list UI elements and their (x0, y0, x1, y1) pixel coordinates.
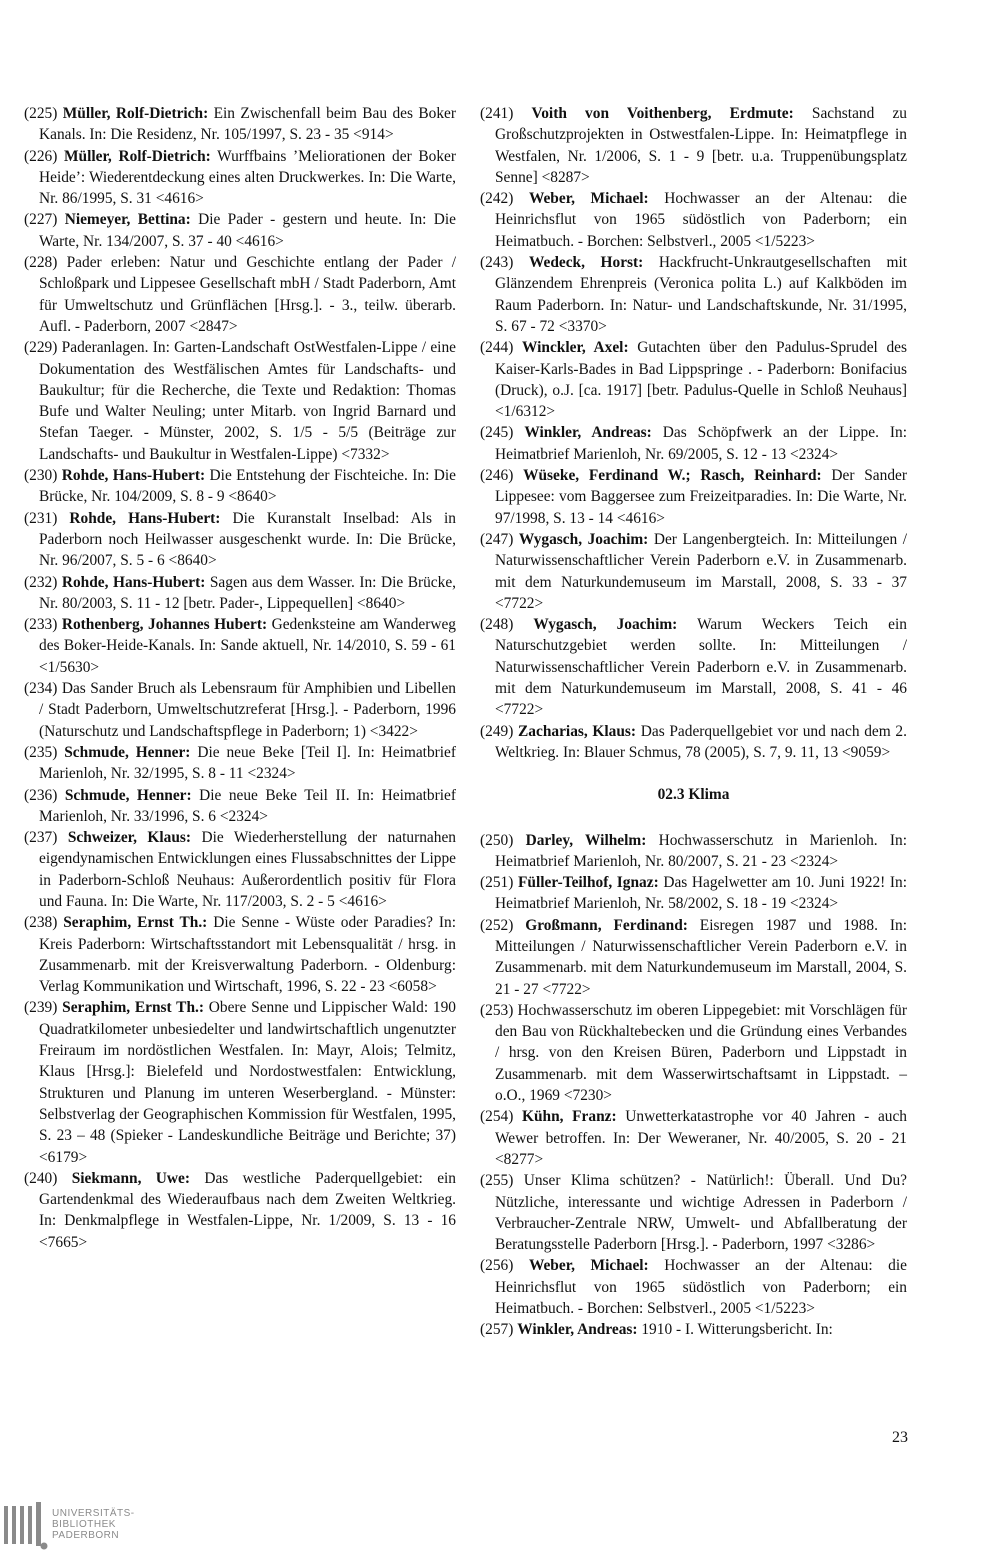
entry-number: (237) (24, 829, 58, 847)
entry-author: Winckler, Axel: (522, 339, 629, 357)
bibliography-entry (480, 1106, 907, 1170)
entry-author: Voith von Voithenberg, Erdmute: (531, 105, 794, 122)
left-column (24, 103, 456, 1253)
entry-author: Kühn, Franz: (522, 1108, 617, 1126)
bibliography-entry (480, 1255, 907, 1319)
bibliography-entry (24, 337, 456, 465)
entry-text: Warum Weckers Teich ein Naturschutzgebiet werden sollte. In: Mitteilungen / Naturwissenschaftlicher Verein Paderborn e.V. in Zusammenarb. mit dem Naturkundemuseum im Marstall, 2008, S. 41 - 46 <7722> (495, 616, 907, 719)
entry-number: (242) (480, 190, 514, 208)
entry-author: Weber, Michael: (528, 1257, 649, 1275)
entry-text: Ein Zwischenfall beim Bau des Boker Kanals. In: Die Residenz, Nr. 105/1997, S. 23 - 35 <914> (39, 105, 457, 144)
library-logo-text (52, 1508, 135, 1541)
entry-author: Wygasch, Joachim: (533, 616, 678, 634)
bibliography-entry (480, 337, 907, 422)
bibliography-entry (480, 465, 907, 529)
bibliography-entry (24, 146, 456, 210)
entry-author: Großmann, Ferdinand: (525, 916, 688, 934)
logo-line-1: UNIVERSITÄTS- (52, 1508, 135, 1519)
entry-author: Winkler, Andreas: (524, 424, 652, 442)
bibliography-entry (480, 188, 907, 252)
entry-text: Pader erleben: Natur und Geschichte entlang der Pader / Schloßpark und Lippesee Gesellschaft mbH / Stadt Paderborn, Amt für Umweltschutz und Grünflächen [Hrsg.]. - 3., teilw. überarb. Aufl. - Paderborn, 2007 <2847> (39, 254, 456, 335)
entry-author: Müller, Rolf-Dietrich: (64, 147, 211, 165)
bibliography-entry (480, 1170, 907, 1255)
entry-author: Niemeyer, Bettina: (64, 211, 191, 229)
entry-text: Die neue Beke Teil II. In: Heimatbrief Marienloh, Nr. 33/1996, S. 6 <2324> (39, 786, 456, 825)
entry-author: Wüseke, Ferdinand W.; Rasch, Reinhard: (523, 467, 822, 485)
entry-text: Die Wiederherstellung der naturnahen eigendynamischen Entwicklungen eines Flussabschnittes der Lippe in Paderborn-Schloß Neuhaus: Außerordentlich positiv für Flora und Fauna. In: Die Warte, Nr. 117/2003, S. 2 - 5 <4616> (39, 829, 456, 910)
entry-number: (239) (24, 999, 58, 1017)
entry-number: (234) (24, 680, 58, 698)
entry-number: (233) (24, 616, 58, 634)
logo-line-3: PADERBORN (52, 1530, 120, 1541)
bibliography-entry (480, 614, 907, 720)
entry-number: (249) (480, 722, 514, 740)
entry-text: Gedenksteine am Wanderweg des Boker-Heide-Kanals. In: Sande aktuell, Nr. 14/2010, S. 59 - 61 <1/5630> (39, 616, 456, 676)
entry-author: Rothenberg, Johannes Hubert: (61, 616, 268, 634)
entry-number: (254) (480, 1108, 514, 1126)
bibliography-entry (24, 572, 456, 615)
bibliography-entry (24, 252, 456, 337)
bibliography-entry (480, 1319, 907, 1340)
bibliography-entry (480, 830, 907, 873)
entry-number: (256) (480, 1257, 514, 1275)
entry-number: (241) (480, 105, 514, 122)
bibliography-entry (480, 872, 907, 915)
entry-text: Das westliche Paderquellgebiet: ein Gartendenkmal des Wiederaufbaus nach dem Zweiten Weltkrieg. In: Denkmalpflege in Westfalen-Lippe, Nr. 1/2009, S. 13 - 16 <7665> (39, 1169, 456, 1251)
entry-author: Weber, Michael: (528, 190, 649, 208)
entry-text: Die neue Beke [Teil I]. In: Heimatbrief Marienloh, Nr. 32/1995, S. 8 - 11 <2324> (39, 743, 456, 783)
entry-text: Gutachten über den Padulus-Sprudel des Kaiser-Karls-Bades in Bad Lippspringe . - Paderborn: Bonifacius (Druck), o.J. [ca. 1917] [betr. Padulus-Quelle in Schloß Neuhaus] <1/6312> (495, 339, 907, 421)
bibliography-entry (480, 529, 907, 614)
bibliography-entry (480, 422, 907, 465)
entry-text: Das Schöpfwerk an der Lippe. In: Heimatbrief Marienloh, Nr. 69/2005, S. 12 - 13 <2324> (495, 424, 907, 463)
entry-number: (246) (480, 467, 514, 485)
bibliography-entry (24, 508, 456, 572)
entry-text: Das Sander Bruch als Lebensraum für Amphibien und Libellen / Stadt Paderborn, Umweltschutzreferat [Hrsg.]. - Paderborn, 1996 (Naturschutz und Landschaftspflege in Paderborn; 1) <3422> (39, 680, 456, 740)
entry-author: Winkler, Andreas: (517, 1321, 638, 1339)
entry-number: (238) (24, 914, 58, 932)
entry-number: (247) (480, 530, 514, 548)
entry-text: Wurffbains ’Meliorationen der Boker Heide’: Wiederentdeckung eines alten Druckwerkes. In: Die Warte, Nr. 86/1995, S. 31 <4616> (39, 147, 456, 208)
entry-text: Die Kuranstalt Inselbad: Als in Paderborn noch Heilwasser ausgeschenkt wurde. In: Die Brücke, Nr. 96/2007, S. 5 - 6 <8640> (39, 509, 456, 570)
entry-text: Hochwasser an der Altenau: die Heinrichsflut von 1965 südöstlich von Paderborn; ein Heimatbuch. - Borchen: Selbstverl., 2005 <1/5223> (495, 190, 907, 250)
entry-number: (253) (480, 1001, 514, 1019)
entry-number: (250) (480, 831, 514, 849)
bibliography-entry (480, 915, 907, 1000)
entry-text: Hochwasser an der Altenau: die Heinrichsflut von 1965 südöstlich von Paderborn; ein Heimatbuch. - Borchen: Selbstverl., 2005 <1/5223> (495, 1257, 907, 1318)
entry-text: Die Pader - gestern und heute. In: Die Warte, Nr. 134/2007, S. 37 - 40 <4616> (39, 211, 456, 250)
entry-number: (240) (24, 1169, 58, 1187)
bibliography-entry (24, 742, 456, 785)
library-logo (0, 1500, 160, 1552)
right-column-bottom (480, 830, 907, 1341)
bibliography-entry (24, 103, 456, 146)
entry-text: Sachstand zu Großschutzprojekten in Ostwestfalen-Lippe. In: Heimatpflege in Westfalen, Nr. 1/2006, S. 1 - 9 [betr. u.a. Truppenübungsplatz Senne] <8287> (495, 105, 907, 186)
entry-author: Darley, Wilhelm: (525, 831, 647, 849)
entry-number: (231) (24, 509, 58, 527)
entry-number: (255) (480, 1172, 514, 1190)
entry-author: Rohde, Hans-Hubert: (61, 573, 206, 591)
entry-author: Rohde, Hans-Hubert: (69, 509, 221, 527)
entry-number: (232) (24, 573, 58, 591)
page-number: 23 (892, 1429, 908, 1446)
entry-number: (229) (24, 339, 58, 357)
right-column (480, 103, 907, 1341)
entry-number: (230) (24, 467, 58, 485)
right-column-top (480, 103, 907, 763)
entry-text: Das Paderquellgebiet vor und nach dem 2. Weltkrieg. In: Blauer Schmus, 78 (2005), S. 7, 9. 11, 13 <9059> (495, 722, 907, 761)
bibliography-entry (24, 912, 456, 997)
section-heading: 02.3 Klima (657, 786, 730, 804)
entry-author: Seraphim, Ernst Th.: (63, 914, 208, 932)
entry-number: (243) (480, 254, 514, 272)
entry-author: Schweizer, Klaus: (67, 829, 192, 847)
entry-number: (225) (24, 105, 58, 122)
bibliography-entry (24, 465, 456, 508)
entry-author: Seraphim, Ernst Th.: (62, 999, 204, 1017)
entry-number: (252) (480, 916, 514, 934)
entry-text: Das Hagelwetter am 10. Juni 1922! In: Heimatbrief Marienloh, Nr. 58/2002, S. 18 - 19 <2324> (495, 874, 907, 913)
entry-number: (244) (480, 339, 514, 357)
library-bars-icon (4, 1502, 48, 1550)
entry-author: Siekmann, Uwe: (71, 1169, 190, 1187)
entry-author: Füller-Teilhof, Ignaz: (517, 874, 659, 892)
entry-text: Hackfrucht-Unkrautgesellschaften mit Glänzendem Ehrenpreis (Veronica polita L.) auf Kalkböden im Raum Paderborn. In: Natur- und Landschaftskunde, Nr. 31/1995, S. 67 - 72 <3370> (495, 254, 907, 335)
bibliography-entry (480, 1000, 907, 1106)
bibliography-entry (24, 997, 456, 1167)
entry-number: (227) (24, 211, 58, 229)
entry-author: Rohde, Hans-Hubert: (61, 467, 206, 485)
entry-text: 1910 - I. Witterungsbericht. In: (637, 1321, 833, 1339)
logo-line-2: BIBLIOTHEK (52, 1519, 116, 1530)
bibliography-entry (24, 827, 456, 912)
bibliography-entry (24, 1168, 456, 1253)
entry-text: Paderanlagen. In: Garten-Landschaft OstWestfalen-Lippe / eine Dokumentation des Westfälischen Amtes für Landschafts- und Baukultur; für die Recherche, die Texte und Redaktion: Thomas Bufe und Walter Neuling; unter Mitarb. von Ingrid Barnard und Stefan Taeger. - Münster, 2002, S. 1/5 - 5/5 (Beiträge zur Landschafts- und Baukultur in Westfalen-Lippe) <7332> (39, 339, 456, 463)
bibliography-entry (480, 721, 907, 764)
entry-number: (228) (24, 254, 58, 272)
entry-text: Unser Klima schützen? - Natürlich!: Überall. Und Du? Nützliche, interessante und wichtige Adressen in Paderborn / Verbraucher-Zentrale NRW, Umwelt- und Abfallberatung der Beratungsstelle Paderborn [Hrsg.]. - Paderborn, 1997 <3286> (495, 1172, 907, 1254)
bibliography-entry (24, 209, 456, 252)
entry-text: Sagen aus dem Wasser. In: Die Brücke, Nr. 80/2003, S. 11 - 12 [betr. Pader-, Lippequellen] <8640> (39, 573, 456, 612)
entry-text: Die Senne - Wüste oder Paradies? In: Kreis Paderborn: Wirtschaftsstandort mit Lebensqualität / hrsg. in Zusammenarb. mit der Kreisverwaltung Paderborn. - Oldenburg: Verlag Kommunikation und Wirtschaft, 1996, S. 22 - 23 <6058> (39, 914, 456, 996)
entry-text: Unwetterkatastrophe vor 40 Jahren - auch Wewer betroffen. In: Der Weweraner, Nr. 40/2005, S. 20 - 21 <8277> (495, 1108, 907, 1168)
entry-number: (248) (480, 616, 514, 634)
entry-author: Schmude, Henner: (64, 743, 191, 761)
entry-number: (245) (480, 424, 514, 442)
entry-author: Wygasch, Joachim: (518, 530, 649, 548)
entry-text: Hochwasserschutz im oberen Lippegebiet: mit Vorschlägen für den Bau von Rückhaltebecken und die Gründung eines Verbandes / hrsg. von den Kreisen Büren, Paderborn und Lippstadt in Zusammenarb. mit dem Wasserwirtschaftsamt in Lippstadt. – o.O., 1969 <7230> (495, 1001, 907, 1105)
entry-text: Der Sander Lippesee: vom Baggersee zum Freizeitparadies. In: Die Warte, Nr. 97/1998, S. 13 - 14 <4616> (495, 467, 907, 527)
entry-text: Der Langenbergteich. In: Mitteilungen / Naturwissenschaftlicher Verein Paderborn e.V. in Zusammenarb. mit dem Naturkundemuseum im Marstall, 2008, S. 33 - 37 <7722> (495, 530, 907, 612)
bibliography-entry (24, 678, 456, 742)
entry-text: Eisregen 1987 und 1988. In: Mitteilungen / Naturwissenschaftlicher Verein Paderborn e.V. in Zusammenarb. mit dem Naturkundemuseum im Marstall, 2004, S. 21 - 27 <7722> (495, 916, 907, 998)
entry-number: (251) (480, 874, 514, 892)
entry-author: Müller, Rolf-Dietrich: (62, 105, 209, 122)
entry-number: (235) (24, 743, 58, 761)
entry-text: Die Entstehung der Fischteiche. In: Die Brücke, Nr. 104/2009, S. 8 - 9 <8640> (39, 467, 456, 506)
entry-text: Obere Senne und Lippischer Wald: 190 Quadratkilometer unbesiedelter und landwirtschaftlich ungenutzter Freiraum im nordöstlichen Westfalen. In: Mayr, Alois; Telmitz, Klaus [Hrsg.]: Bielefeld und Nordostwestfalen: Entwicklung, Strukturen und Planung im unteren Weserbergland. - Münster: Selbstverlag der Geographischen Kommission für Westfalen, 1995, S. 23 – 48 (Spieker - Landeskundliche Beiträge und Berichte; 37) <6179> (39, 999, 456, 1166)
entry-text: Hochwasserschutz in Marienloh. In: Heimatbrief Marienloh, Nr. 80/2007, S. 21 - 23 <2324> (495, 831, 907, 870)
bibliography-entry (24, 785, 456, 828)
bibliography-entry (480, 103, 907, 188)
entry-author: Schmude, Henner: (64, 786, 192, 804)
entry-author: Wedeck, Horst: (528, 254, 644, 272)
entry-number: (257) (480, 1321, 514, 1339)
bibliography-entry (24, 614, 456, 678)
entry-number: (236) (24, 786, 58, 804)
entry-author: Zacharias, Klaus: (518, 722, 637, 740)
entry-number: (226) (24, 147, 58, 165)
bibliography-entry (480, 252, 907, 337)
